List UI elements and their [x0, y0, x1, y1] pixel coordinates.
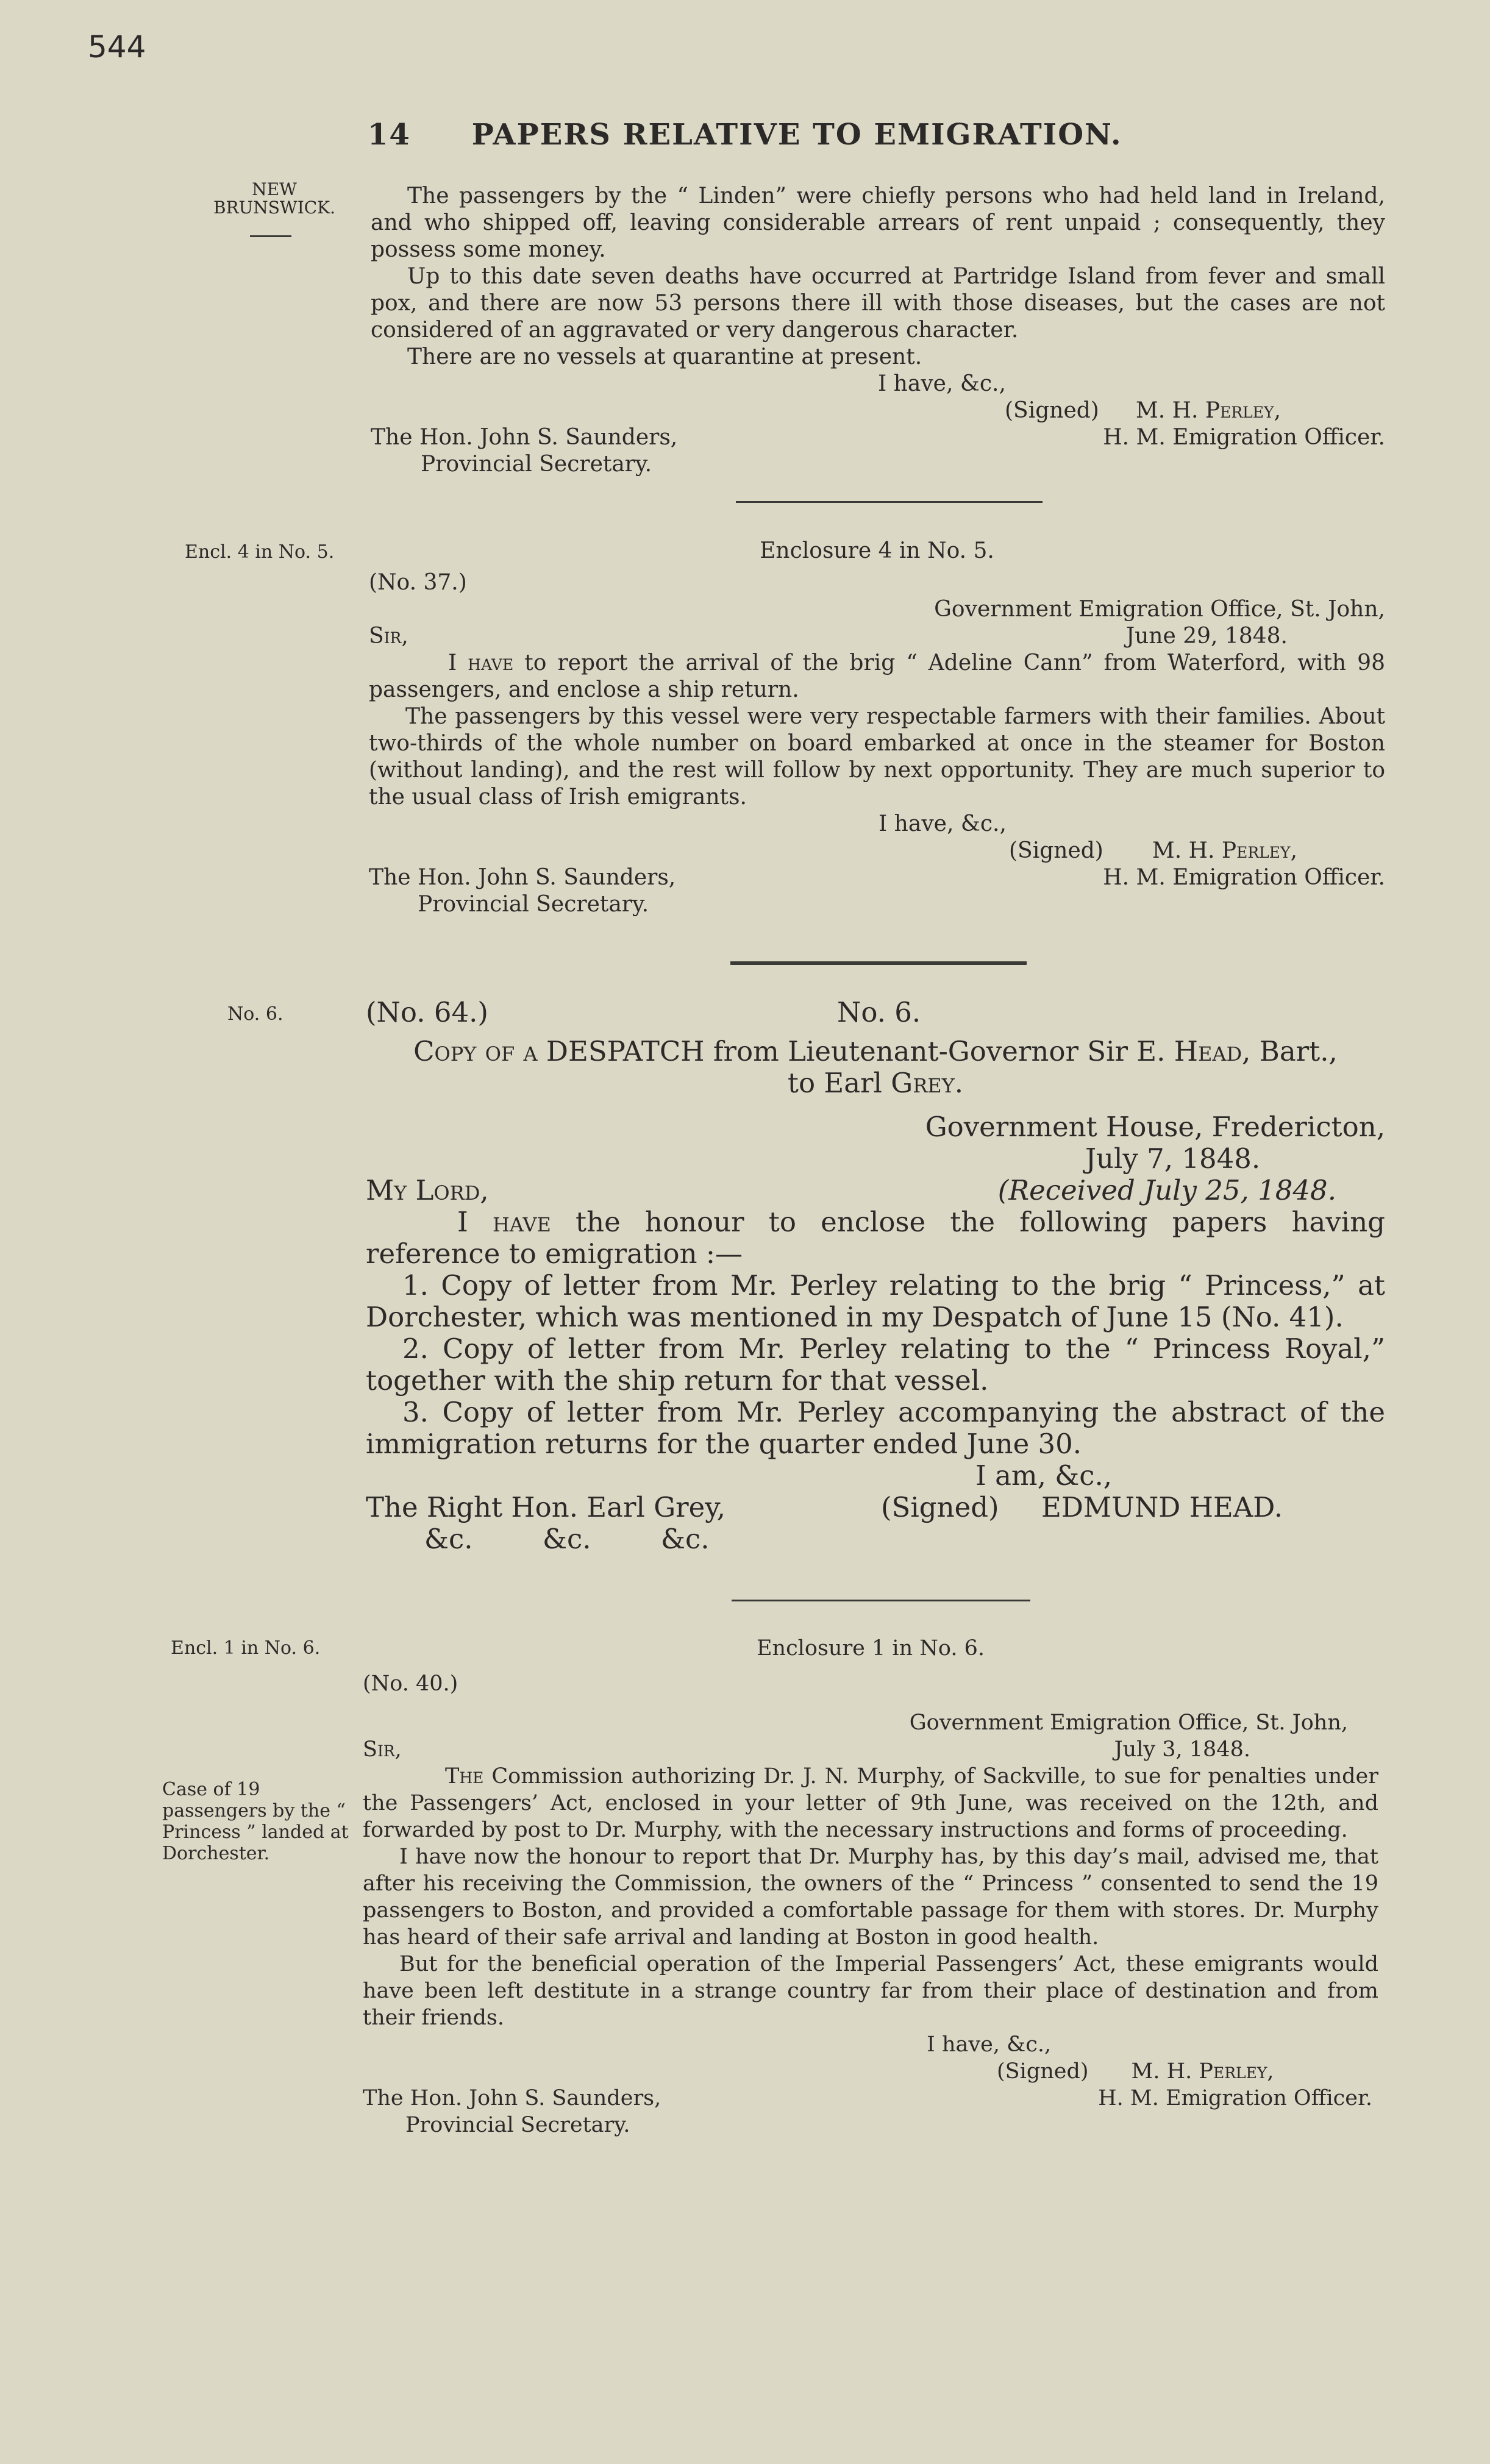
recipient-title: Provincial Secretary.: [418, 892, 649, 917]
recipient: The Hon. John S. Saunders,: [363, 2086, 661, 2110]
salutation-row: [366, 1175, 1385, 1206]
signer-name: M. H. Perley,: [1131, 2059, 1274, 2084]
signed-label: (Signed): [881, 1491, 999, 1523]
margin-note-new-brunswick: NEW BRUNSWICK.: [213, 179, 336, 218]
paragraph-text: to report the arrival of the brig “ Adeline Cann” from Waterford, with 98 passengers, and enclose a ship return.: [369, 650, 1385, 702]
letter-ref: (No. 40.): [363, 1672, 458, 1696]
section-enclosure-1: [363, 1635, 1378, 2138]
margin-note-encl1: Encl. 1 in No. 6.: [171, 1637, 321, 1659]
lead-word: I have: [457, 1206, 551, 1238]
lead-word: The: [445, 1764, 484, 1789]
header-title: PAPERS RELATIVE TO EMIGRATION.: [471, 118, 1122, 152]
section-enclosure-4: [369, 538, 1385, 918]
title-part: from Lieutenant-Governor Sir E.: [713, 1035, 1166, 1067]
title-part: , Bart.,: [1242, 1035, 1338, 1067]
recipient-row: [366, 1492, 1385, 1523]
paragraph-text: Commission authorizing Dr. J. N. Murphy, of Sackville, to sue for penalties under the Passengers’ Act, enclosed in your letter of 9th June, was received on the 12th, and forwarded by post to Dr. Murphy, with the necessary instructions and forms of proceeding.: [363, 1764, 1378, 1842]
signature-line: [363, 2058, 1378, 2085]
recipient: The Hon. John S. Saunders,: [371, 425, 678, 450]
recipient-title: Provincial Secretary.: [405, 2113, 630, 2137]
signer-title: H. M. Emigration Officer.: [1103, 865, 1385, 890]
paragraph: [369, 650, 1385, 703]
paragraph: Up to this date seven deaths have occurred at Partridge Island from fever and small pox, and there are now 53 persons there ill with those diseases, but the cases are not considered of an aggravated or very dangerous character.: [371, 264, 1385, 343]
enclosure-title: Enclosure 1 in No. 6.: [756, 1636, 985, 1661]
letter-ref: (No. 37.): [369, 570, 467, 595]
paragraph: The passengers by this vessel were very respectable farmers with their families. About two-thirds of the whole number on board embarked at once in the steamer for Boston (without landing), and the rest will follow by next opportunity. They are much superior to the usual class of Irish emigrants.: [369, 704, 1385, 810]
running-header: [368, 118, 1386, 152]
recipient: The Right Hon. Earl Grey,: [366, 1491, 726, 1523]
date-row: [369, 623, 1385, 650]
despatch-number: No. 6.: [837, 996, 921, 1028]
title-part: .: [954, 1067, 964, 1099]
paragraph: The passengers by the “ Linden” were chiefly persons who had held land in Ireland, and who shipped off, leaving considerable arrears of rent unpaid ; consequently, they possess some money.: [371, 183, 1385, 262]
signer-name: M. H. Perley,: [1135, 398, 1281, 423]
paragraph: [363, 1763, 1378, 1843]
date: July 3, 1848.: [1114, 1737, 1250, 1762]
salutation: Sir,: [363, 1737, 402, 1762]
salutation: Sir,: [369, 624, 408, 649]
received-date: (Received July 25, 1848.: [997, 1174, 1336, 1206]
signed-label: (Signed): [997, 2059, 1089, 2084]
closing: I am, &c.,: [975, 1459, 1113, 1492]
date: June 29, 1848.: [1125, 624, 1288, 649]
signer-name: EDMUND HEAD.: [1041, 1491, 1283, 1523]
paragraph-text: the honour to enclose the following papers having reference to emigration :—: [366, 1206, 1385, 1270]
list-item: 1. Copy of letter from Mr. Perley relating to the brig “ Princess,” at Dorchester, which was mentioned in my Despatch of June 15 (No. 41).: [366, 1269, 1385, 1333]
section-linden-letter: [371, 183, 1385, 478]
recipient-row: [369, 864, 1385, 891]
recipient-title: Provincial Secretary.: [421, 452, 652, 477]
despatch-title-2: [366, 1067, 1385, 1099]
margin-note-case: Case of 19 passengers by the “ Princess ” landed at Dorchester.: [162, 1779, 349, 1864]
title-part: Grey: [891, 1067, 955, 1099]
place: Government House, Fredericton,: [925, 1111, 1385, 1143]
salutation: My Lord,: [366, 1174, 489, 1206]
despatch-title: [366, 1036, 1385, 1067]
closing: I have, &c.,: [879, 811, 1007, 836]
paragraph: I have now the honour to report that Dr. Murphy has, by this day’s mail, advised me, that after his receiving the Commission, the owners of the “ Princess ” consented to send the 19 passengers to Boston, and provided a comfortable passage for them with stores. Dr. Murphy has heard of their safe arrival and landing at Boston in good health.: [363, 1845, 1378, 1949]
margin-divider: [250, 235, 291, 237]
office: Government Emigration Office, St. John,: [909, 1711, 1348, 1735]
recipient-row: [363, 2085, 1378, 2112]
letter-ref: (No. 64.): [366, 996, 488, 1028]
section-despatch-no6: [366, 997, 1385, 1555]
signed-label: (Signed): [1005, 398, 1099, 423]
page-number: 544: [88, 29, 146, 65]
title-part: to Earl: [787, 1067, 882, 1099]
date: July 7, 1848.: [1085, 1142, 1261, 1175]
margin-note-encl4: Encl. 4 in No. 5.: [185, 541, 335, 563]
paragraph: [366, 1206, 1385, 1270]
title-part: DESPATCH: [546, 1035, 705, 1067]
signature-line: [371, 397, 1385, 424]
signer-title: H. M. Emigration Officer.: [1098, 2086, 1372, 2110]
list-item: 2. Copy of letter from Mr. Perley relating to the “ Princess Royal,” together with the ship return for that vessel.: [366, 1333, 1385, 1397]
date-row: [363, 1736, 1378, 1763]
lead-word: I have: [448, 650, 514, 675]
signed-label: (Signed): [1009, 838, 1103, 863]
signer-title: H. M. Emigration Officer.: [1103, 425, 1385, 450]
divider-thick: [730, 961, 1027, 965]
recipient-row: [371, 424, 1385, 451]
list-item: 3. Copy of letter from Mr. Perley accompanying the abstract of the immigration returns for the quarter ended June 30.: [366, 1396, 1385, 1460]
header-number: 14: [368, 118, 411, 152]
divider: [736, 501, 1043, 503]
signer-name: M. H. Perley,: [1152, 838, 1297, 863]
paragraph: But for the beneficial operation of the Imperial Passengers’ Act, these emigrants would have been left destitute in a strange country far from their place of destination and from their friends.: [363, 1952, 1378, 2030]
enclosure-title: Enclosure 4 in No. 5.: [760, 538, 994, 563]
title-part: Head: [1174, 1035, 1242, 1067]
closing: I have, &c.,: [927, 2032, 1052, 2057]
paragraph: There are no vessels at quarantine at present.: [407, 344, 922, 369]
despatch-ref-row: [366, 997, 1385, 1028]
recipient: The Hon. John S. Saunders,: [369, 865, 676, 890]
divider: [732, 1600, 1030, 1601]
closing: I have, &c.,: [878, 371, 1006, 396]
signature-line: [369, 838, 1385, 864]
title-part: Copy of a: [413, 1035, 538, 1067]
office: Government Emigration Office, St. John,: [934, 597, 1385, 622]
margin-note-no6: No. 6.: [227, 1003, 283, 1025]
etc-line: &c. &c. &c.: [424, 1523, 710, 1555]
